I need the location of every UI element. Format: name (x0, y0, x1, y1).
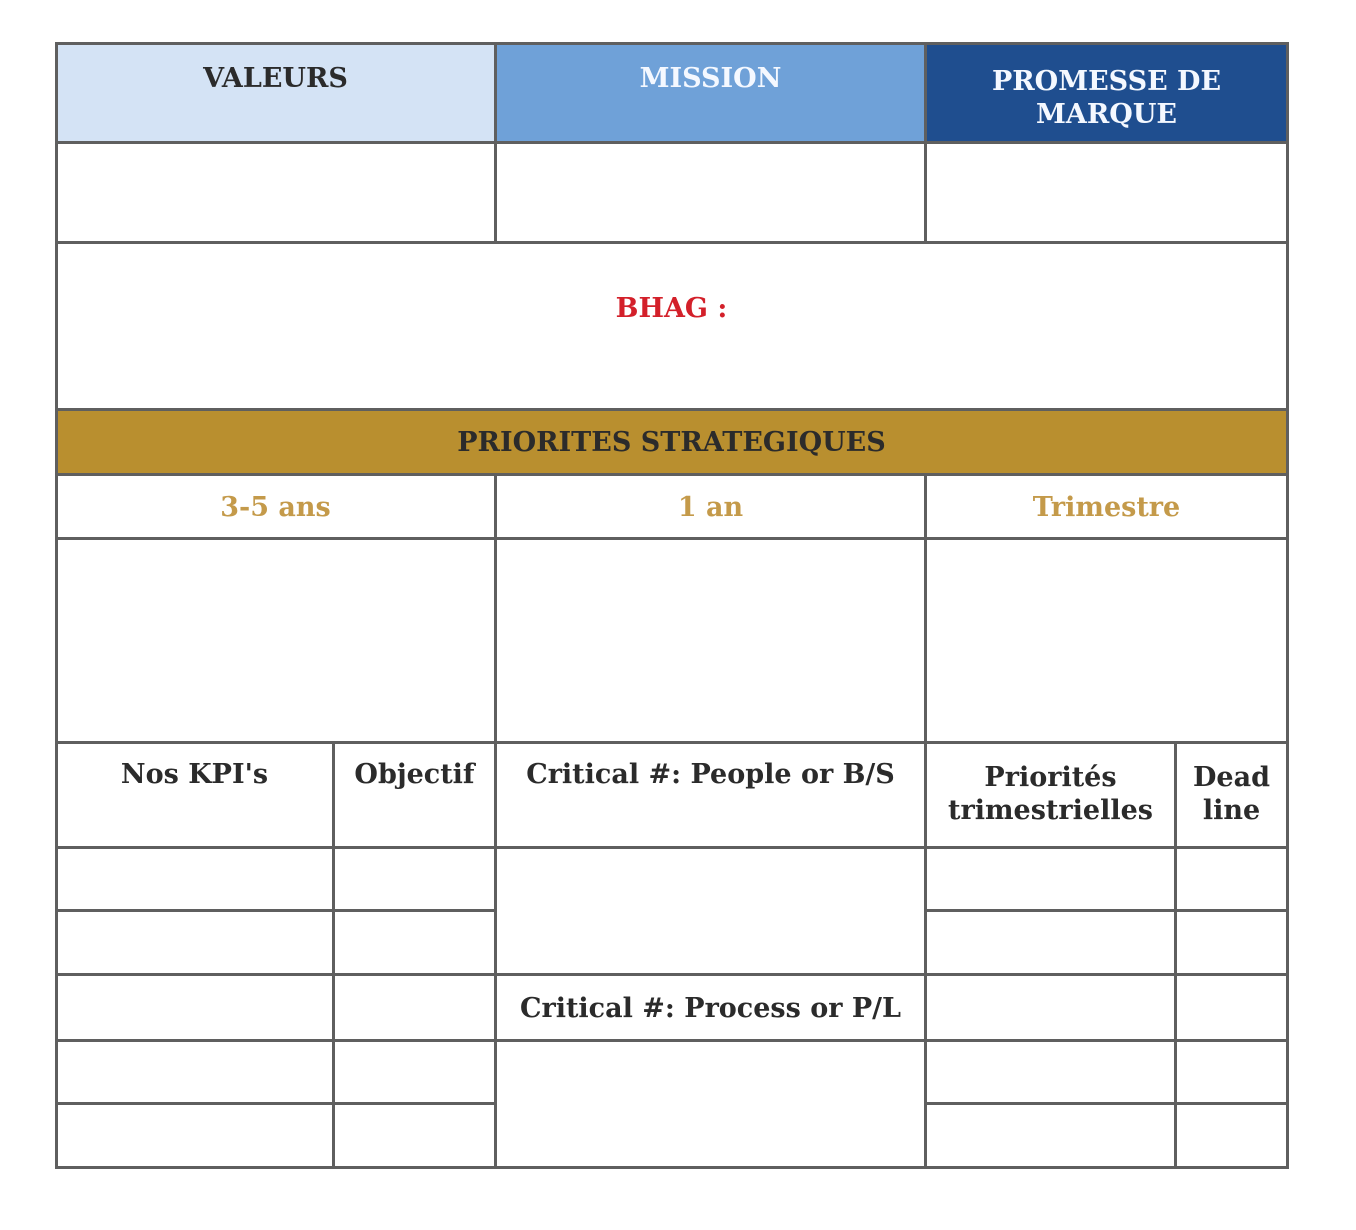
grid-line (55, 537, 1289, 540)
critical-people-header (497, 758, 924, 798)
critical-people-label: Critical #: People or B/S (526, 759, 895, 790)
horizon-3-5-ans (57, 491, 494, 531)
grid-line (55, 1166, 1289, 1169)
priorites-trimestrielles-line2: trimestrielles (948, 795, 1153, 826)
priorites-title-label: PRIORITES STRATEGIQUES (457, 427, 886, 458)
grid-line (55, 241, 1289, 244)
horizon-label: 3-5 ans (220, 492, 331, 523)
critical-process-label: Critical #: Process or P/L (519, 993, 902, 1024)
grid-line (55, 408, 1289, 411)
horizon-1-an (497, 491, 924, 531)
objectif-label: Objectif (354, 759, 475, 790)
valeurs-header (57, 62, 494, 102)
grid-line (55, 741, 1289, 744)
horizon-label: 1 an (677, 492, 744, 523)
grid-line (55, 1102, 496, 1105)
promesse-label-line1: PROMESSE DE (991, 66, 1222, 97)
promesse-header (927, 62, 1286, 134)
horizon-label: Trimestre (1032, 492, 1181, 523)
grid-line (55, 42, 58, 1169)
priorites-trimestrielles-line1: Priorités (984, 762, 1117, 793)
bhag-field (57, 292, 1286, 332)
mission-header (497, 62, 924, 102)
horizon-trimestre (927, 491, 1286, 531)
grid-line (55, 473, 1289, 476)
grid-line (55, 141, 1289, 144)
grid-line (925, 909, 1289, 912)
grid-line (55, 846, 1289, 849)
bhag-label: BHAG : (615, 293, 728, 324)
grid-line (332, 741, 335, 1169)
priorites-title (57, 426, 1286, 466)
kpis-label: Nos KPI's (120, 759, 269, 790)
promesse-label-line2: MARQUE (1036, 99, 1177, 130)
deadline-line1: Dead (1193, 762, 1270, 793)
mission-label: MISSION (639, 63, 782, 94)
objectif-header (335, 758, 494, 798)
priorites-trimestrielles-header (927, 758, 1174, 830)
grid-line (55, 42, 1289, 45)
grid-line (55, 973, 1289, 976)
valeurs-label: VALEURS (203, 63, 348, 94)
grid-line (925, 1102, 1289, 1105)
grid-line (1286, 42, 1289, 1169)
deadline-line2: line (1202, 795, 1261, 826)
grid-line (494, 473, 497, 1169)
grid-line (55, 1039, 1289, 1042)
deadline-header (1177, 758, 1286, 830)
critical-process-header (497, 992, 924, 1032)
grid-line (55, 909, 496, 912)
kpis-header (57, 758, 332, 798)
